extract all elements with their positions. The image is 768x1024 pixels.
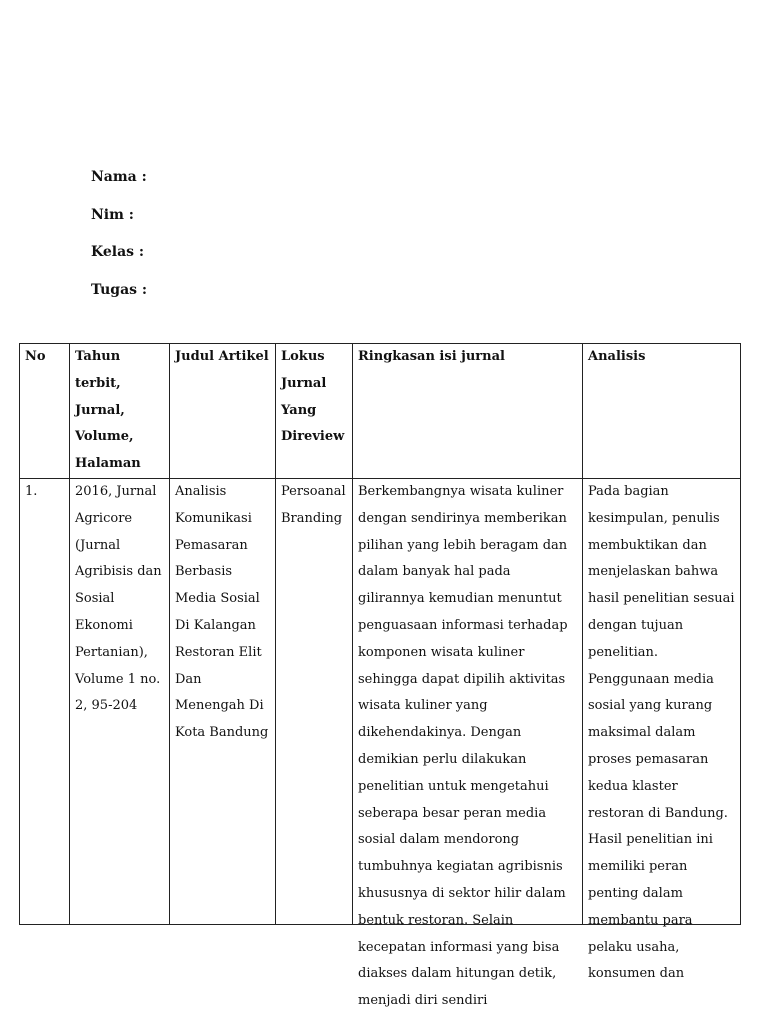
table-header-row [20,344,741,479]
ringkasan-text: Berkembangnya wisata kuliner dengan sendirinya memberikan pilihan yang lebih beragam dan dalam banyak hal pada gilirannya kemudian menuntut penguasaan informasi terhadap komponen wisata kuliner sehingga dapat dipilih aktivitas wisata kuliner yang dikehendakinya. Dengan demikian perlu dilakukan penelitian untuk mengetahui seberapa besar peran media sosial dalam mendorong tumbuhnya kegiatan agribisnis khususnya di sektor hilir dalam bentuk restoran. Selain kecepatan informasi yang bisa diakses dalam hitungan detik, menjadi diri sendiri [358,483,568,1009]
col-header-ringkasan: Ringkasan isi jurnal [353,344,583,479]
col-header-judul: Judul Artikel [170,344,276,479]
col-header-no: No [20,344,70,479]
analisis-paragraph-2: Hasil penelitian ini memiliki peran penting dalam membantu para pelaku usaha, konsumen dan [588,832,713,982]
table-row [20,478,741,924]
field-nim [91,204,147,242]
field-kelas [91,241,147,279]
cell-ringkasan [353,478,583,1009]
cell-lokus: Persoanal Branding [276,478,353,924]
field-nama-label: Nama : [91,169,147,185]
cell-no: 1. [20,478,70,924]
journal-review-table [19,343,741,1009]
identity-header [91,166,147,316]
analisis-paragraph-1: Pada bagian kesimpulan, penulis membuktikan dan menjelaskan bahwa hasil penelitian sesuai dengan tujuan penelitian. Penggunaan media sosial yang kurang maksimal dalam proses pemasaran kedua klaster restoran di Bandung. [588,483,735,821]
col-header-analisis: Analisis [583,344,741,479]
col-header-tahun: Tahun terbit, Jurnal, Volume, Halaman [70,344,170,479]
cell-analisis [583,478,741,982]
field-nim-label: Nim : [91,206,134,223]
col-header-lokus: Lokus Jurnal Yang Direview [276,344,353,479]
analisis-content [588,479,735,982]
field-tugas [91,279,147,317]
cell-tahun: 2016, Jurnal Agricore (Jurnal Agribisis dan Sosial Ekonomi Pertanian), Volume 1 no. 2, 95-204 [70,478,170,924]
cell-judul: Analisis Komunikasi Pemasaran Berbasis Media Sosial Di Kalangan Restoran Elit Dan Menengah Di Kota Bandung [170,478,276,924]
field-kelas-label: Kelas : [91,244,145,260]
field-nama [91,166,147,204]
field-tugas-label: Tugas : [91,281,148,298]
